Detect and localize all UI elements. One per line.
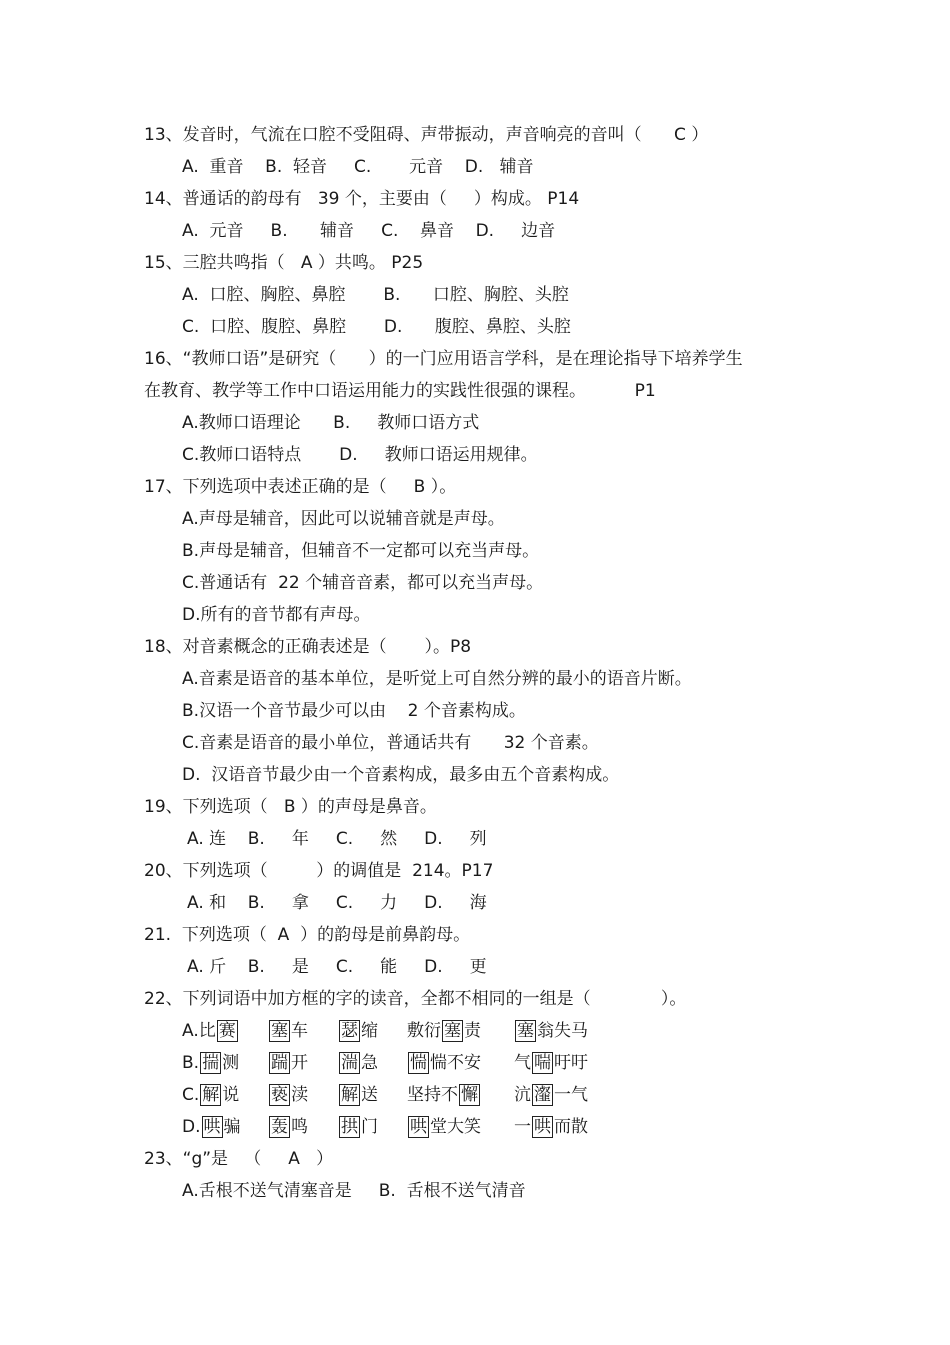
q22-text: 责 (464, 1021, 481, 1041)
question-21-stem: 21. 下列选项（ A ）的韵母是前鼻韵母。 (144, 925, 471, 945)
q22-option-item (514, 1052, 588, 1074)
question-17-option-a: A.声母是辅音，因此可以说辅音就是声母。 (182, 509, 505, 529)
q22-boxed-char: 解 (202, 1085, 220, 1105)
q22-text: 翁失马 (537, 1021, 588, 1041)
q22-text: 车 (291, 1021, 308, 1041)
question-22-stem: 22、下列词语中加方框的字的读音，全都不相同的一组是（ ）。 (144, 989, 687, 1009)
q22-boxed-char: 惴 (410, 1053, 427, 1073)
q22-option-item (338, 1020, 378, 1042)
q22-text: 气 (514, 1053, 531, 1073)
question-17-stem: 17、下列选项中表述正确的是（ B ）。 (144, 477, 457, 497)
q22-text: 沆 (514, 1085, 531, 1105)
question-21-options: A. 斤 B. 是 C. 能 D. 更 (187, 957, 487, 977)
q22-text: D. (182, 1117, 201, 1137)
q22-boxed-char: 喘 (534, 1053, 551, 1073)
q22-boxed-char: 哄 (534, 1117, 551, 1137)
question-13-options: A. 重音 B. 轻音 C. 元音 D. 辅音 (182, 157, 534, 177)
q22-boxed-char: 赛 (218, 1021, 236, 1041)
q22-boxed-char: 瀣 (534, 1085, 551, 1105)
q22-option-item (407, 1020, 481, 1042)
q22-boxed-char: 湍 (341, 1053, 358, 1073)
q22-text: C. (182, 1085, 200, 1105)
q22-text: A.比 (182, 1021, 216, 1041)
q22-text: 一 (514, 1117, 531, 1137)
question-18-option-d: D. 汉语音节最少由一个音素构成，最多由五个音素构成。 (182, 765, 620, 785)
question-18-option-c: C.音素是语音的最小单位，普通话共有 32 个音素。 (182, 733, 599, 753)
q22-text: 渎 (291, 1085, 308, 1105)
q22-option-item (268, 1116, 308, 1138)
q22-option-item (182, 1116, 241, 1138)
question-18-stem: 18、对音素概念的正确表述是（ ）。P8 (144, 637, 472, 657)
q22-boxed-char: 轰 (271, 1117, 288, 1137)
q22-text: 说 (222, 1085, 240, 1105)
question-14-stem: 14、普通话的韵母有 39 个，主要由（ ）构成。 P14 (144, 189, 580, 209)
q22-text: 一气 (554, 1085, 588, 1105)
q22-boxed-char: 解 (341, 1085, 358, 1105)
q22-text: 骗 (223, 1117, 241, 1137)
q22-option-item (514, 1084, 588, 1106)
q22-option-item (338, 1116, 378, 1138)
q22-option-item (182, 1052, 239, 1074)
q22-boxed-char: 哄 (410, 1117, 427, 1137)
q22-boxed-char: 瑟 (341, 1021, 358, 1041)
question-17-option-c: C.普通话有 22 个辅音音素，都可以充当声母。 (182, 573, 544, 593)
q22-boxed-char: 拱 (341, 1117, 358, 1137)
q22-option-item (338, 1084, 378, 1106)
question-18-option-a: A.音素是语音的基本单位，是听觉上可自然分辨的最小的语音片断。 (182, 669, 692, 689)
q22-text: 惴不安 (430, 1053, 481, 1073)
q22-option-item (268, 1052, 308, 1074)
question-19-stem: 19、下列选项（ B ）的声母是鼻音。 (144, 797, 437, 817)
q22-option-item (268, 1084, 308, 1106)
q22-text: B. (182, 1053, 200, 1073)
q22-text: 急 (361, 1053, 378, 1073)
question-14-options: A. 元音 B. 辅音 C. 鼻音 D. 边音 (182, 221, 556, 241)
question-16-stem-continued: 在教育、教学等工作中口语运用能力的实践性很强的课程。 P1 (144, 381, 656, 401)
question-15-options-cd: C. 口腔、腹腔、鼻腔 D. 腹腔、鼻腔、头腔 (182, 317, 571, 337)
q22-boxed-char: 塞 (271, 1021, 288, 1041)
question-15-stem: 15、三腔共鸣指（ A ）共鸣。 P25 (144, 253, 424, 273)
question-16-options-cd: C.教师口语特点 D. 教师口语运用规律。 (182, 445, 538, 465)
q22-text: 而散 (554, 1117, 588, 1137)
q22-text: 门 (361, 1117, 378, 1137)
q22-option-item (407, 1084, 481, 1106)
q22-option-item (407, 1116, 481, 1138)
q22-boxed-char: 亵 (271, 1085, 288, 1105)
q22-option-item (514, 1116, 588, 1138)
q22-text: 鸣 (291, 1117, 308, 1137)
q22-text: 缩 (361, 1021, 378, 1041)
q22-option-item (182, 1020, 239, 1042)
question-16-stem: 16、“教师口语”是研究（ ）的一门应用语言学科，是在理论指导下培养学生 (144, 349, 743, 369)
q22-text: 送 (361, 1085, 378, 1105)
question-13-stem: 13、发音时，气流在口腔不受阻碍、声带振动，声音响亮的音叫（ C ） (144, 125, 709, 145)
q22-text: 开 (291, 1053, 308, 1073)
question-18-option-b: B.汉语一个音节最少可以由 2 个音素构成。 (182, 701, 526, 721)
q22-text: 敷衍 (407, 1021, 441, 1041)
q22-text: 吁吁 (554, 1053, 588, 1073)
question-23-stem: 23、“g”是 （ A ） (144, 1149, 334, 1169)
q22-boxed-char: 哄 (203, 1117, 221, 1137)
question-17-option-b: B.声母是辅音，但辅音不一定都可以充当声母。 (182, 541, 540, 561)
q22-boxed-char: 踹 (271, 1053, 288, 1073)
question-17-option-d: D.所有的音节都有声母。 (182, 605, 371, 625)
q22-text: 测 (222, 1053, 240, 1073)
q22-boxed-char: 懈 (461, 1085, 478, 1105)
q22-boxed-char: 塞 (517, 1021, 534, 1041)
q22-boxed-char: 揣 (202, 1053, 220, 1073)
q22-option-item (514, 1020, 588, 1042)
q22-option-item (182, 1084, 239, 1106)
q22-option-item (407, 1052, 481, 1074)
question-20-options: A. 和 B. 拿 C. 力 D. 海 (187, 893, 487, 913)
q22-text: 堂大笑 (430, 1117, 481, 1137)
question-20-stem: 20、下列选项（ ）的调值是 214。P17 (144, 861, 494, 881)
q22-text: 坚持不 (407, 1085, 458, 1105)
question-19-options: A. 连 B. 年 C. 然 D. 列 (187, 829, 487, 849)
question-23-options: A.舌根不送气清塞音是 B. 舌根不送气清音 (182, 1181, 526, 1201)
q22-option-item (268, 1020, 308, 1042)
question-16-options-ab: A.教师口语理论 B. 教师口语方式 (182, 413, 480, 433)
question-15-options-ab: A. 口腔、胸腔、鼻腔 B. 口腔、胸腔、头腔 (182, 285, 569, 305)
q22-boxed-char: 塞 (444, 1021, 461, 1041)
q22-option-item (338, 1052, 378, 1074)
